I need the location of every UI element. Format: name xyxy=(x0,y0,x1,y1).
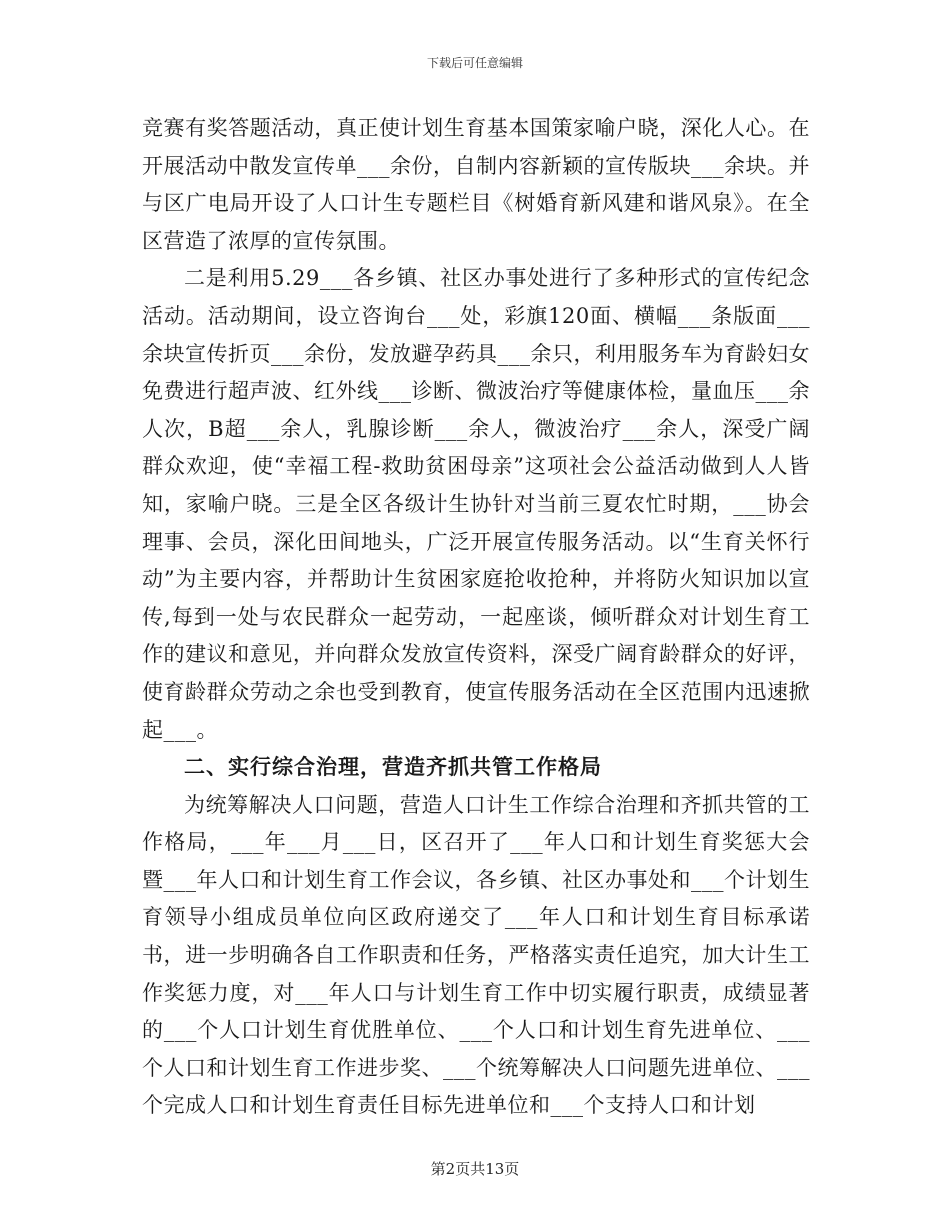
section-heading: 二、实行综合治理，营造齐抓共管工作格局 xyxy=(184,755,602,780)
paragraph-continuation: 竞赛有奖答题活动，真正使计划生育基本国策家喻户晓，深化人心。在开展活动中散发宣传单___余份，自制内容新颖的宣传版块___余块。并与区广电局开设了人口计生专题栏目《树婚育新风建和谐风泉》。在全区营造了浓厚的宣传氛围。 xyxy=(142,116,810,253)
document-body xyxy=(142,110,810,1125)
paragraph-comprehensive-governance: 为统筹解决人口问题，营造人口计生工作综合治理和齐抓共管的工作格局，___年___月___日，区召开了___年人口和计划生育奖惩大会暨___年人口和计划生育工作会议，各乡镇、社区办事处和___个计划生育领导小组成员单位向区政府递交了___年人口和计划生育目标承诺书，进一步明确各自工作职责和任务，严格落实责任追究，加大计生工作奖惩力度，对___年人口与计划生育工作中切实履行职责，成绩显著的___个人口计划生育优胜单位、___个人口和计划生育先进单位、___个人口和计划生育工作进步奖、___个统筹解决人口问题先进单位、___个完成人口和计划生育责任目标先进单位和___个支持人口和计划 xyxy=(142,792,810,1118)
page-number: 第2页共13页 xyxy=(430,1160,520,1178)
paragraph-publicity-activities: 二是利用5.29___各乡镇、社区办事处进行了多种形式的宣传纪念活动。活动期间，设立咨询台___处，彩旗120面、横幅___条版面___余块宣传折页___余份，发放避孕药具___余只，利用服务车为育龄妇女免费进行超声波、红外线___诊断、微波治疗等健康体检，量血压___余人次，B超___余人，乳腺诊断___余人，微波治疗___余人，深受广阔群众欢迎，使“幸福工程-救助贫困母亲”这项社会公益活动做到人人皆知，家喻户晓。三是全区各级计生协针对当前三夏农忙时期，___协会理事、会员，深化田间地头，广泛开展宣传服务活动。以“生育关怀行动”为主要内容，并帮助计生贫困家庭抢收抢种，并将防火知识加以宣传,每到一处与农民群众一起劳动，一起座谈，倾听群众对计划生育工作的建议和意见，并向群众发放宣传资料，深受广阔育龄群众的好评，使育龄群众劳动之余也受到教育，使宣传服务活动在全区范围内迅速掀起___。 xyxy=(142,266,810,742)
page-header-note: 下载后可任意编辑 xyxy=(426,56,523,70)
